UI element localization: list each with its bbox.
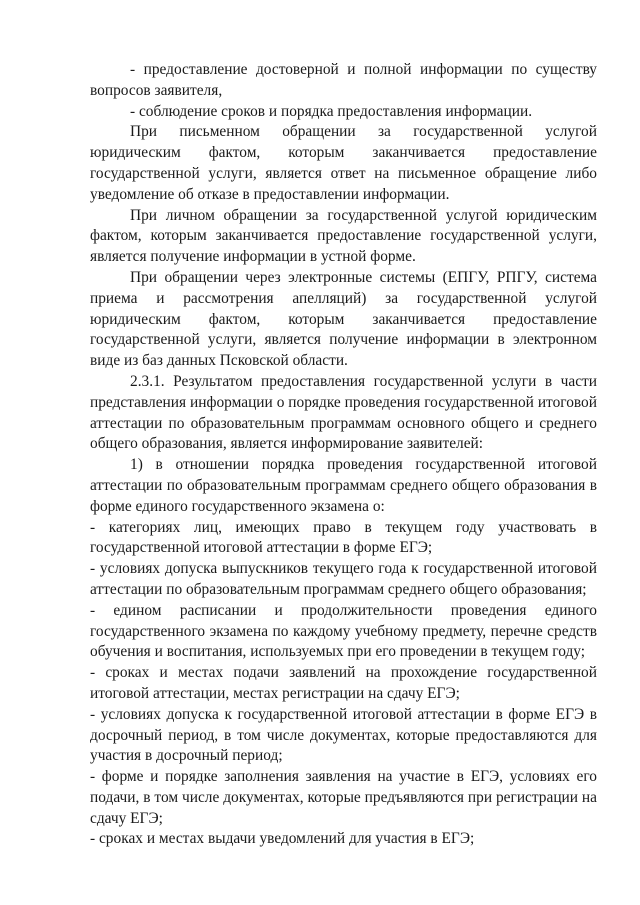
- list-item: - форме и порядке заполнения заявления на участие в ЕГЭ, условиях его подачи, в том числе документах, которые предъявляются при регистрации на сдачу ЕГЭ;: [90, 768, 597, 827]
- paragraph: - предоставление достоверной и полной информации по существу вопросов заявителя,: [90, 61, 597, 99]
- list-item: - условиях допуска к государственной итоговой аттестации в форме ЕГЭ в досрочный период, в том числе документах, которые предоставляются для участия в досрочный период;: [90, 705, 597, 765]
- list-item: - сроках и местах выдачи уведомлений для участия в ЕГЭ;: [90, 830, 475, 848]
- paragraph: - соблюдение сроков и порядка предоставления информации.: [130, 102, 533, 120]
- list-item: - едином расписании и продолжительности проведения единого государственного экзамена по каждому учебному предмету, перечне средств обучения и воспитания, используемых при его проведении в текущем году;: [90, 601, 597, 661]
- list-item: - условиях допуска выпускников текущего года к государственной итоговой аттестации по образовательным программам среднего общего образования;: [90, 560, 597, 598]
- list-item: - категориях лиц, имеющих право в текущем году участвовать в государственной итоговой аттестации в форме ЕГЭ;: [90, 518, 597, 557]
- paragraph: При личном обращении за государственной услугой юридическим фактом, которым заканчивается предоставление государственной услуги, является получение информации в устной форме.: [90, 206, 597, 266]
- document-body: [90, 60, 597, 850]
- numbered-item: 1) в отношении порядка проведения государственной итоговой аттестации по образовательным программам среднего общего образования в форме единого государственного экзамена о:: [90, 456, 597, 515]
- paragraph: При письменном обращении за государственной услугой юридическим фактом, которым заканчивается предоставление государственной услуги, является ответ на письменное обращение либо уведомление об отказе в предоставлении информации.: [90, 123, 597, 203]
- paragraph: 2.3.1. Результатом предоставления государственной услуги в части представления информации о порядке проведения государственной итоговой аттестации по образовательным программам основного общего и среднего общего образования, является информирование заявителей:: [90, 372, 597, 453]
- list-item: - сроках и местах подачи заявлений на прохождение государственной итоговой аттестации, местах регистрации на сдачу ЕГЭ;: [90, 664, 597, 702]
- paragraph: При обращении через электронные системы (ЕПГУ, РПГУ, система приема и рассмотрения апелляций) за государственной услугой юридическим фактом, которым заканчивается предоставление государственной услуги, является получение информации в электронном виде из баз данных Псковской области.: [90, 268, 597, 370]
